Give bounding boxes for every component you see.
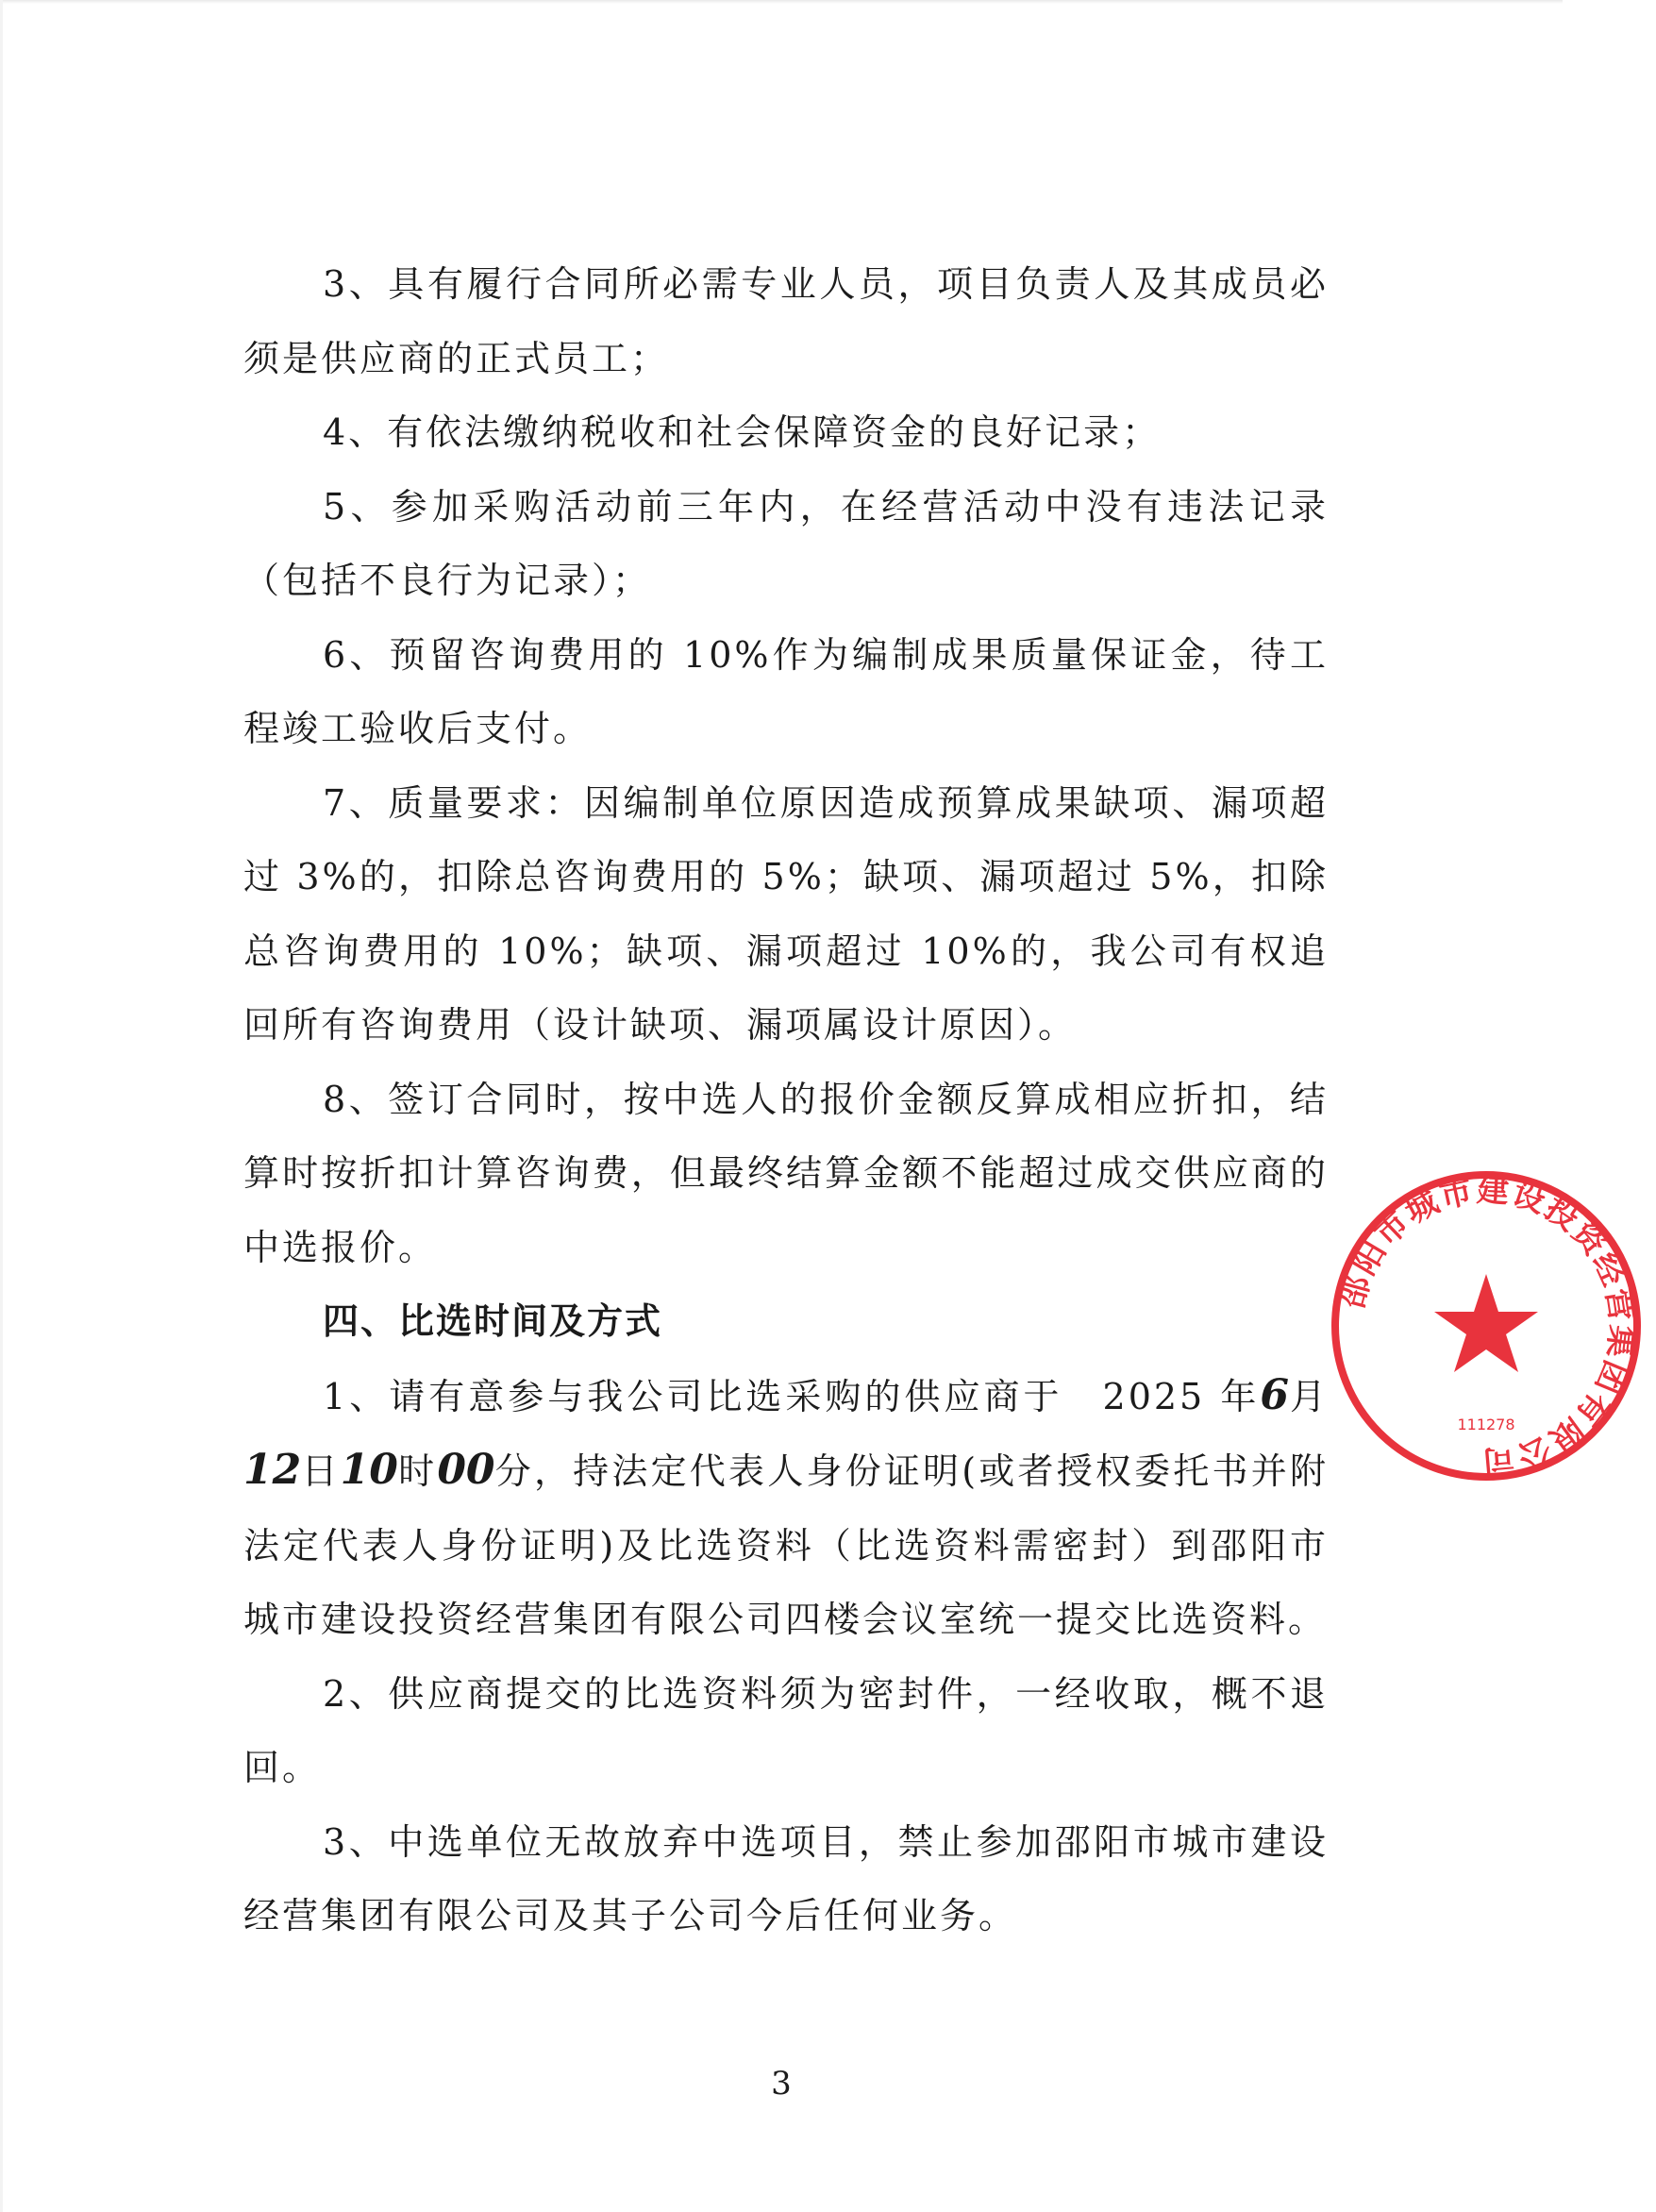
paragraph-requirement-5: 5、参加采购活动前三年内，在经营活动中没有违法记录（包括不良行为记录）； [243, 485, 1329, 601]
paragraph-requirement-3: 3、具有履行合同所必需专业人员，项目负责人及其成员必须是供应商的正式员工； [243, 263, 1329, 379]
label-day: 日 [301, 1450, 341, 1492]
seal-ring-text-path: 邵阳市城市建设投资经营集团有限公司 [1332, 1171, 1641, 1481]
paragraph-submission-3: 3、中选单位无故放弃中选项目，禁止参加邵阳市城市建设经营集团有限公司及其子公司今后任何业务。 [243, 1820, 1329, 1936]
document-body [243, 247, 1329, 1953]
label-minute: 分 [494, 1450, 534, 1492]
page-number: 3 [771, 2065, 792, 2103]
company-seal-graphic [1316, 1156, 1656, 1496]
paragraph-requirement-4: 4、有依法缴纳税收和社会保障资金的良好记录； [323, 411, 1162, 453]
seal-code: 111278 [1457, 1416, 1515, 1433]
handwritten-minute: 00 [437, 1446, 495, 1494]
paragraph-requirement-7: 7、质量要求：因编制单位原因造成预算成果缺项、漏项超过 3%的，扣除总咨询费用的 5%；缺项、漏项超过 5%，扣除总咨询费用的 10%；缺项、漏项超过 10%的，我公司有权追回所有咨询费用（设计缺项、漏项属设计原因）。 [243, 781, 1329, 1046]
paragraph-requirement-8: 8、签订合同时，按中选人的报价金额反算成相应折扣，结算时按折扣计算咨询费，但最终结算金额不能超过成交供应商的中选报价。 [243, 1078, 1329, 1268]
paragraph-requirement-6: 6、预留咨询费用的 10%作为编制成果质量保证金，待工程竣工验收后支付。 [243, 633, 1329, 749]
submission-intro: 1、请有意参与我公司比选采购的供应商于 2025 年 [323, 1375, 1261, 1417]
submission-rest: ，持法定代表人身份证明(或者授权委托书并附法定代表人身份证明)及比选资料（比选资料需密封）到邵阳市城市建设投资经营集团有限公司四楼会议室统一提交比选资料。 [243, 1450, 1329, 1640]
paragraph-submission-1 [243, 1359, 1329, 1657]
label-month: 月 [1288, 1375, 1329, 1417]
handwritten-month: 6 [1260, 1370, 1289, 1419]
handwritten-hour: 10 [340, 1446, 398, 1494]
handwritten-day: 12 [243, 1446, 302, 1494]
seal-star-icon [1434, 1274, 1538, 1372]
scan-edge-top [0, 0, 1563, 4]
section-heading: 四、比选时间及方式 [323, 1300, 663, 1342]
label-hour: 时 [397, 1450, 438, 1492]
scan-edge-left [0, 0, 3, 2212]
paragraph-submission-2: 2、供应商提交的比选资料须为密封件，一经收取，概不退回。 [243, 1672, 1329, 1788]
company-seal [1316, 1156, 1656, 1496]
